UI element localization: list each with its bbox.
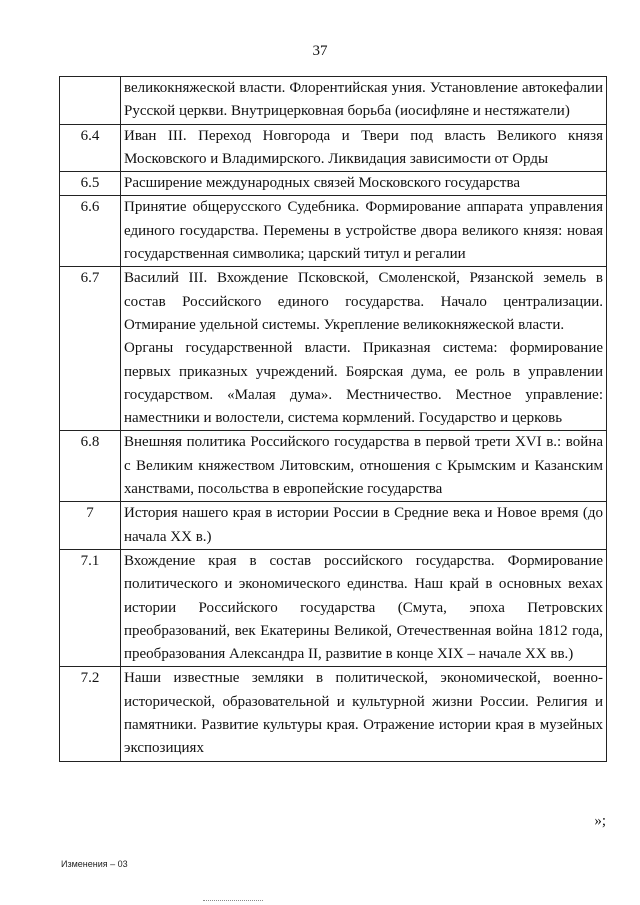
section-number: 6.4 (60, 124, 121, 172)
section-text (121, 502, 607, 550)
section-paragraph: великокняжеской власти. Флорентийская уния. Установление автокефалии Русской церкви. Внутрицерковная борьба (иосифляне и нестяжатели) (124, 80, 603, 120)
section-paragraph: Принятие общерусского Судебника. Формирование аппарата управления единого государства. Перемены в устройстве двора великого князя: новая государственная символика; царский титул и регалии (124, 199, 603, 263)
table-row (60, 431, 607, 502)
section-paragraph: Иван III. Переход Новгорода и Твери под власть Великого князя Московского и Владимирского. Ликвидация зависимости от Орды (124, 127, 603, 167)
table-row (60, 549, 607, 666)
section-number (60, 77, 121, 125)
table-row (60, 502, 607, 550)
section-text (121, 667, 607, 761)
section-paragraph: Василий III. Вхождение Псковской, Смоленской, Рязанской земель в состав Российского единого государства. Начало централизации. Отмирание удельной системы. Укрепление великокняжеской власти. (124, 270, 603, 333)
section-number: 6.7 (60, 267, 121, 431)
table-row (60, 124, 607, 172)
section-number: 6.5 (60, 172, 121, 196)
section-text (121, 549, 607, 666)
table-row (60, 172, 607, 196)
section-text (121, 431, 607, 502)
table-row (60, 667, 607, 761)
section-text (121, 172, 607, 196)
section-number: 7.1 (60, 549, 121, 666)
section-paragraph: Расширение международных связей Московского государства (124, 175, 520, 192)
section-text (121, 267, 607, 431)
table-row (60, 267, 607, 431)
table-row (60, 196, 607, 267)
section-text (121, 77, 607, 125)
section-paragraph: История нашего края в истории России в Средние века и Новое время (до начала XX в.) (124, 505, 603, 545)
section-text (121, 196, 607, 267)
section-text (121, 124, 607, 172)
section-paragraph: Вхождение края в состав российского государства. Формирование политического и экономического единства. Наш край в основных вехах истории Российского государства (Смута, эпоха Петровских преобразований, век Екатерины Великой, Отечественная война 1812 года, преобразования Александра II, развитие в конце XIX – начале XX вв.) (124, 552, 603, 663)
section-number: 7.2 (60, 667, 121, 761)
section-number: 6.6 (60, 196, 121, 267)
section-paragraph: Органы государственной власти. Приказная система: формирование первых приказных учреждений. Боярская дума, ее роль в управлении государством. «Малая дума». Местничество. Местное управление: наместники и волостели, система кормлений. Государство и церковь (124, 340, 603, 427)
section-number: 6.8 (60, 431, 121, 502)
syllabus-table (59, 76, 607, 762)
table-row (60, 77, 607, 125)
closing-quote-mark: »; (594, 813, 606, 829)
section-number: 7 (60, 502, 121, 550)
section-paragraph: Наши известные земляки в политической, экономической, военно-исторической, образовательной и культурной жизни России. Религия и памятники. Развитие культуры края. Отражение истории края в музейных экспозициях (124, 670, 603, 757)
section-paragraph: Внешняя политика Российского государства в первой трети XVI в.: война с Великим княжеством Литовским, отношения с Крымским и Казанским ханствами, посольства в европейские государства (124, 434, 603, 498)
page-number: 37 (312, 43, 328, 59)
footer-revision-label: Изменения – 03 (61, 859, 128, 869)
scan-artifact (203, 900, 263, 903)
